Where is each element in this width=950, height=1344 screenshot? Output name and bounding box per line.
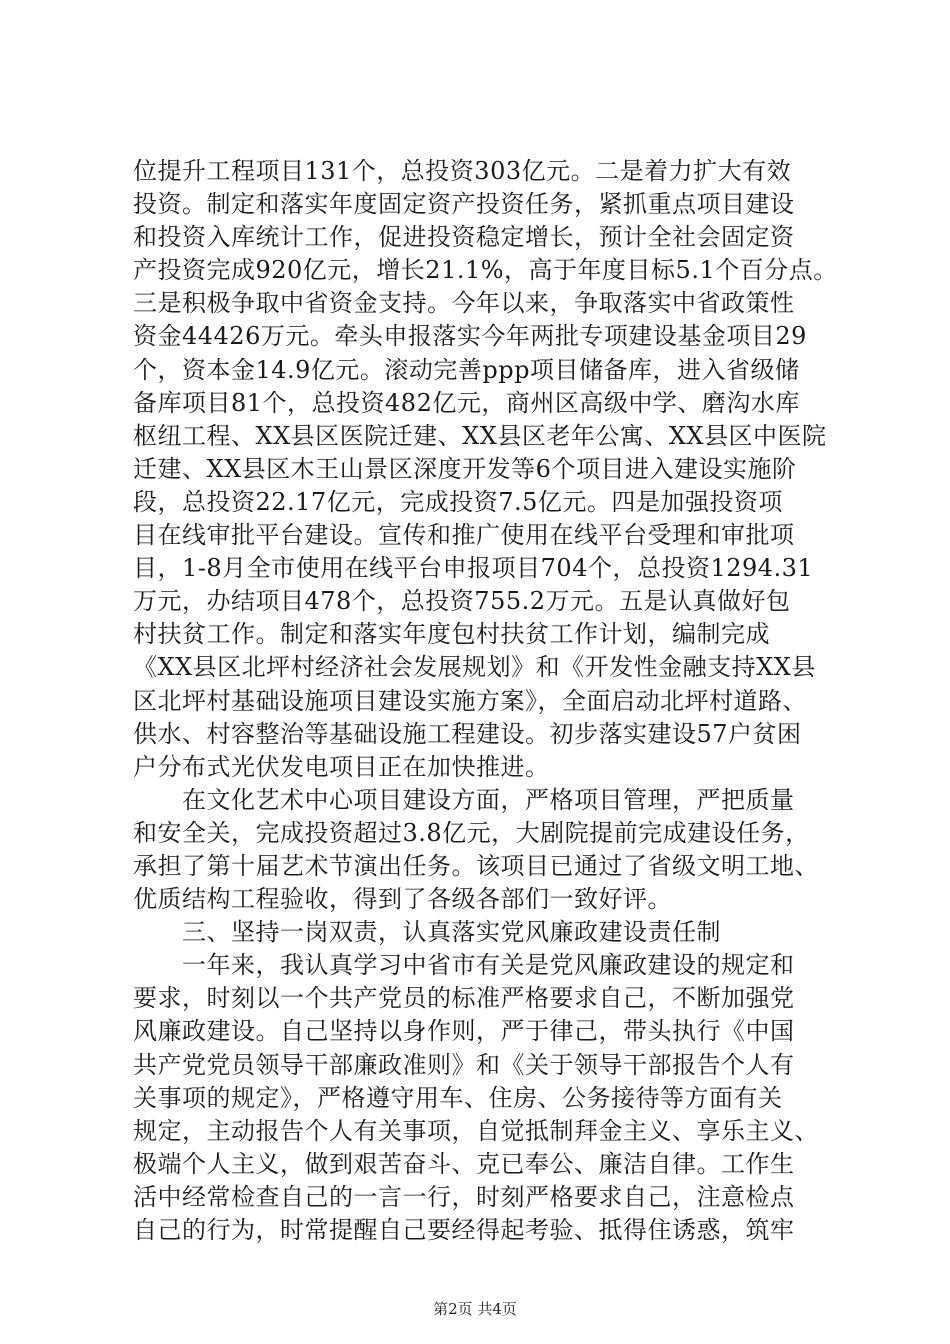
text-line: 共产党党员领导干部廉政准则》和《关于领导干部报告个人有 <box>133 1050 795 1079</box>
text-line: 在文化艺术中心项目建设方面，严格项目管理，严把质量 <box>133 785 795 814</box>
text-line: 目在线审批平台建设。宣传和推广使用在线平台受理和审批项 <box>133 521 795 550</box>
text-line: 三是积极争取中省资金支持。今年以来，争取落实中省政策性 <box>133 289 795 318</box>
text-line: 位提升工程项目131个，总投资303亿元。二是着力扩大有效 <box>133 157 792 185</box>
text-line: 供水、村容整治等基础设施工程建设。初步落实建设57户贫困 <box>133 719 802 748</box>
text-line: 个，资本金14.9亿元。滚动完善ppp项目储备库，进入省级储 <box>133 355 800 384</box>
text-line: 段，总投资22.17亿元，完成投资7.5亿元。四是加强投资项 <box>133 487 783 516</box>
page-footer: 第2页 共4页 <box>433 1300 517 1318</box>
text-line: 枢纽工程、XX县区医院迁建、XX县区老年公寓、XX县区中医院 <box>133 421 827 450</box>
text-line: 极端个人主义，做到艰苦奋斗、克已奉公、廉洁自律。工作生 <box>133 1149 795 1178</box>
text-line: 和投资入库统计工作，促进投资稳定增长，预计全社会固定资 <box>133 223 795 252</box>
text-line: 资金44426万元。牵头申报落实今年两批专项建设基金项目29 <box>133 322 807 351</box>
text-line: 万元，办结项目478个，总投资755.2万元。五是认真做好包 <box>133 587 791 616</box>
text-line: 规定，主动报告个人有关事项，自觉抵制拜金主义、享乐主义、 <box>133 1116 819 1145</box>
text-line: 要求，时刻以一个共产党员的标准严格要求自己，不断加强党 <box>133 984 795 1013</box>
text-line: 承担了第十届艺术节演出任务。该项目已通过了省级文明工地、 <box>133 851 819 880</box>
text-line: 备库项目81个，总投资482亿元，商州区高级中学、磨沟水库 <box>133 388 800 417</box>
text-line: 优质结构工程验收，得到了各级各部们一致好评。 <box>133 885 672 914</box>
text-line: 村扶贫工作。制定和落实年度包村扶贫工作计划，编制完成 <box>133 620 770 649</box>
text-line: 自己的行为，时常提醒自己要经得起考验、抵得住诱惑，筑牢 <box>133 1216 795 1244</box>
text-line: 投资。制定和落实年度固定资产投资任务，紧抓重点项目建设 <box>133 190 795 219</box>
text-line: 迁建、XX县区木王山景区深度开发等6个项目进入建设实施阶 <box>133 454 797 483</box>
text-line: 区北坪村基础设施项目建设实施方案》，全面启动北坪村道路、 <box>133 686 807 715</box>
text-line: 风廉政建设。自己坚持以身作则，严于律己，带头执行《中国 <box>133 1017 795 1046</box>
body-text <box>133 155 853 1247</box>
text-line: 活中经常检查自己的一言一行，时刻严格要求自己，注意检点 <box>133 1182 795 1211</box>
text-line: 和安全关，完成投资超过3.8亿元，大剧院提前完成建设任务， <box>133 818 810 847</box>
text-line: 《XX县区北坪村经济社会发展规划》和《开发性金融支持XX县 <box>133 653 816 682</box>
text-line: 一年来，我认真学习中省市有关是党风廉政建设的规定和 <box>133 951 795 980</box>
text-line: 关事项的规定》，严格遵守用车、住房、公务接待等方面有关 <box>133 1083 783 1112</box>
text-line: 三、坚持一岗双责，认真落实党风廉政建设责任制 <box>133 918 721 947</box>
text-line: 目，1-8月全市使用在线平台申报项目704个，总投资1294.31 <box>133 554 814 583</box>
text-line: 户分布式光伏发电项目正在加快推进。 <box>133 752 550 781</box>
text-line: 产投资完成920亿元，增长21.1%，高于年度目标5.1个百分点。 <box>133 256 838 285</box>
